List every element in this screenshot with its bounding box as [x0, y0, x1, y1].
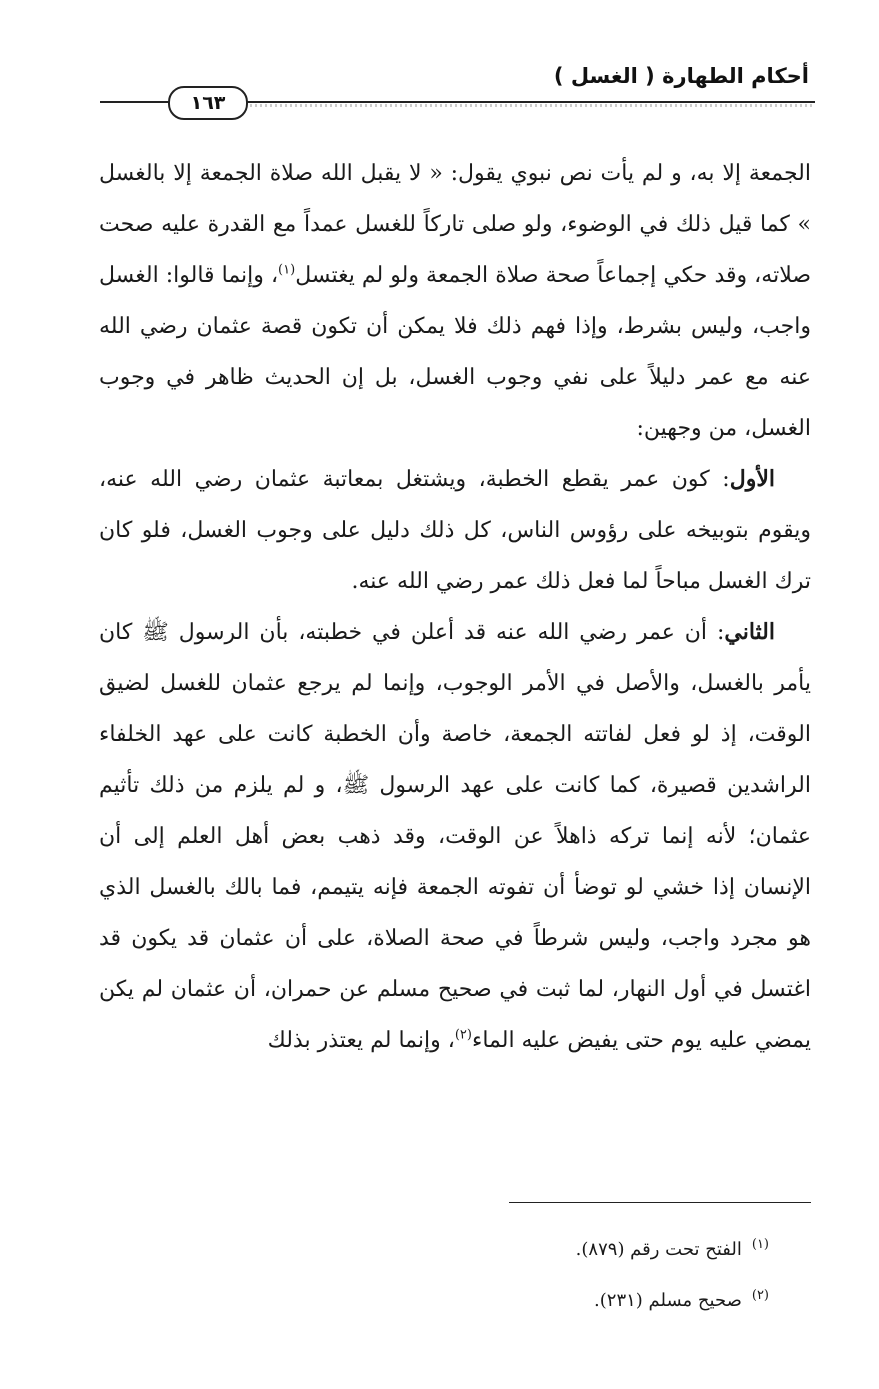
footnote-ref-2[interactable]: (٢): [454, 1027, 472, 1043]
paragraph-3-tail: ، وإنما لم يعتذر بذلك: [267, 1028, 455, 1053]
paragraph-3: [99, 607, 811, 1066]
paragraph-3-lead: الثاني: [724, 619, 775, 645]
footnote-2-text: صحيح مسلم (٢٣١).: [594, 1290, 742, 1311]
paragraph-3-text: : أن عمر رضي الله عنه قد أعلن في خطبته، بأن الرسول ﷺ كان يأمر بالغسل، والأصل في الأمر الوجوب، وإنما لم يرجع عثمان للغسل لضيق الوقت، إذ لو فعل لفاتته الجمعة، خاصة وأن الخطبة كانت على عهد الخلفاء الراشدين قصيرة، كما كانت على عهد الرسول ﷺ، و لم يلزم من ذلك تأثيم عثمان؛ لأنه إنما تركه ذاهلاً عن الوقت، وقد ذهب بعض أهل العلم إلى أن الإنسان إذا خشي لو توضأ أن تفوته الجمعة فإنه يتيمم، فما بالك بالغسل الذي هو مجرد واجب، وليس شرطاً في صحة الصلاة، على أن عثمان قد يكون قد اغتسل في أول النهار، لما ثبت في صحيح مسلم عن حمران، أن عثمان لم يكن يمضي عليه يوم حتى يفيض عليه الماء: [99, 620, 811, 1053]
paragraph-1-tail: ، وإنما قالوا: الغسل واجب، وليس بشرط، وإذا فهم ذلك فلا يمكن أن تكون قصة عثمان رضي الله عنه مع عمر دليلاً على نفي وجوب الغسل، بل إن الحديث ظاهر في وجوب الغسل، من وجهين:: [99, 263, 811, 441]
paragraph-2-lead: الأول: [729, 466, 775, 492]
paragraph-2: [99, 454, 811, 607]
footnote-1-marker: (١): [751, 1237, 769, 1252]
footnotes: [576, 1222, 769, 1324]
footnote-2: [576, 1273, 769, 1324]
body-text: [99, 148, 811, 1066]
footnote-2-marker: (٢): [751, 1288, 769, 1303]
paragraph-2-text: : كون عمر يقطع الخطبة، ويشتغل بمعاتبة عثمان رضي الله عنه، ويقوم بتوبيخه على رؤوس الناس، كل ذلك دليل على وجوب الغسل، فلو كان ترك الغسل مباحاً لما فعل ذلك عمر رضي الله عنه.: [99, 467, 811, 594]
page-number: ١٦٣: [168, 86, 248, 120]
footnote-1-text: الفتح تحت رقم (٨٧٩).: [575, 1239, 742, 1260]
running-title: أحكام الطهارة ( الغسل ): [553, 64, 809, 88]
paragraph-1: [99, 148, 811, 454]
footnote-separator: [509, 1202, 811, 1203]
footnote-1: [576, 1222, 769, 1273]
paragraph-1-text: الجمعة إلا به، و لم يأت نص نبوي يقول: « لا يقبل الله صلاة الجمعة إلا بالغسل » كما قيل ذلك في الوضوء، ولو صلى تاركاً للغسل عمداً مع القدرة عليه صحت صلاته، وقد حكي إجماعاً صحة صلاة الجمعة ولو لم يغتسل: [99, 161, 812, 288]
footnote-ref-1[interactable]: (١): [278, 262, 296, 278]
header-rule-texture: [240, 104, 815, 107]
